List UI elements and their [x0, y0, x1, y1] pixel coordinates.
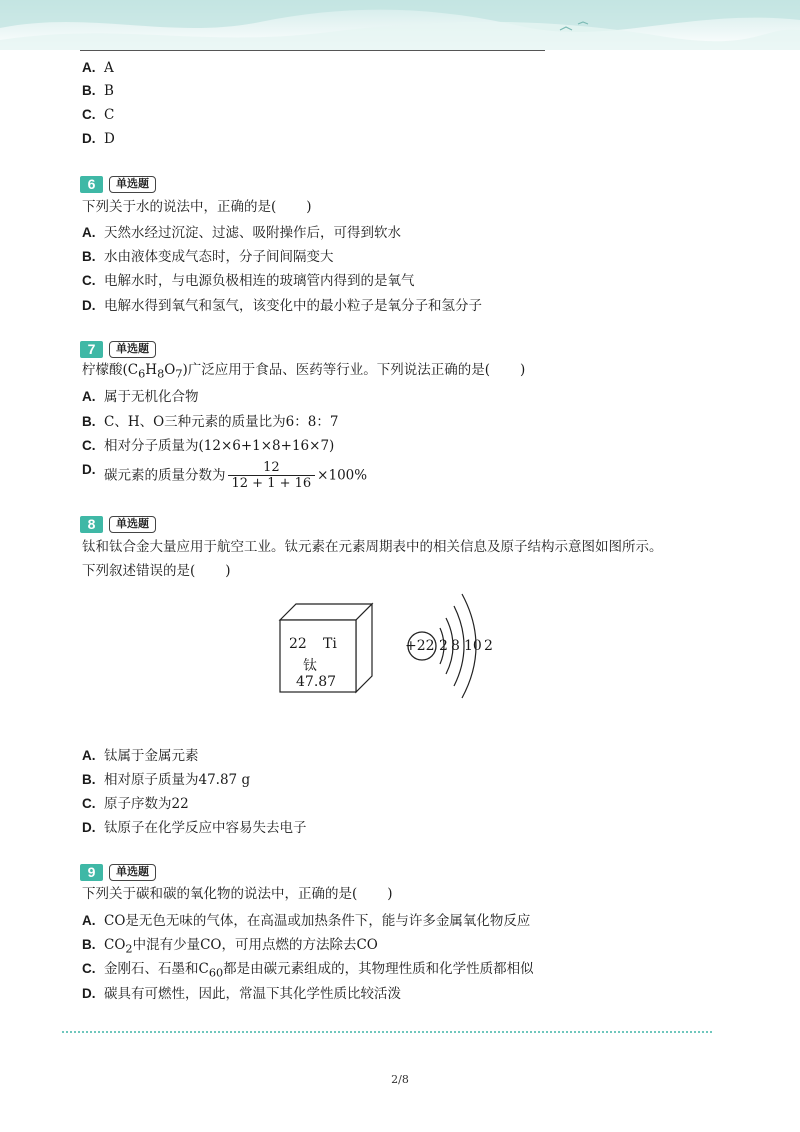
question-type-tag: 单选题	[109, 176, 156, 193]
question-8-stem-line2: 下列叙述错误的是( )	[82, 563, 231, 579]
prev-option-b[interactable]: B. B	[82, 83, 114, 99]
header-rule	[80, 50, 545, 51]
q7-option-b[interactable]: B. C、H、O三种元素的质量比为6：8：7	[82, 414, 339, 430]
q6-option-a[interactable]: A. 天然水经过沉淀、过滤、吸附操作后，可得到软水	[82, 225, 401, 241]
question-7-stem: 柠檬酸$(C_6H_8O_7)$广泛应用于食品、医药等行业。下列说法正确的是( )	[82, 362, 526, 381]
q6-option-b[interactable]: B. 水由液体变成气态时，分子间间隔变大	[82, 249, 334, 265]
question-number: 6	[80, 176, 103, 193]
q6-option-c[interactable]: C. 电解水时，与电源负极相连的玻璃管内得到的是氧气	[82, 273, 415, 289]
prev-option-d[interactable]: D. D	[82, 131, 115, 147]
q7-option-c[interactable]: C. 相对分子质量为(12×6+1×8+16×7)	[82, 438, 335, 454]
question-7-header	[80, 340, 156, 358]
question-9-header	[80, 863, 156, 881]
question-8-stem-line1: 钛和钛合金大量应用于航空工业。钛元素在元素周期表中的相关信息及原子结构示意图如图所示。	[82, 539, 663, 555]
question-type-tag: 单选题	[109, 516, 156, 533]
q8-option-d[interactable]: D. 钛原子在化学反应中容易失去电子	[82, 820, 307, 836]
header-decoration	[0, 0, 800, 50]
question-9-stem: 下列关于碳和碳的氧化物的说法中，正确的是( )	[82, 886, 393, 902]
question-number: 9	[80, 864, 103, 881]
q8-option-b[interactable]: B. 相对原子质量为47.87 g	[82, 772, 251, 788]
q6-option-d[interactable]: D. 电解水得到氧气和氢气，该变化中的最小粒子是氧分子和氢分子	[82, 298, 482, 314]
q9-option-b[interactable]: B. $CO_2$中混有少量CO，可用点燃的方法除去CO	[82, 937, 378, 956]
question-type-tag: 单选题	[109, 864, 156, 881]
q9-option-c[interactable]: C. 金刚石、石墨和$C_{60}$都是由碳元素组成的，其物理性质和化学性质都相似	[82, 961, 534, 980]
question-6-stem: 下列关于水的说法中，正确的是( )	[82, 199, 312, 215]
element-name: 钛	[303, 658, 317, 674]
q9-option-d[interactable]: D. 碳具有可燃性，因此，常温下其化学性质比较活泼	[82, 986, 401, 1002]
q7-option-d[interactable]: D. 碳元素的质量分数为 $\frac{12}{12 + 1 + 16}$ ×100%	[82, 460, 368, 491]
question-number: 7	[80, 341, 103, 358]
shell-3-electrons: 10	[464, 638, 482, 654]
nucleus-charge: +22	[405, 638, 435, 654]
fraction: $\frac{12}{12 + 1 + 16}$	[228, 460, 316, 492]
question-6-header	[80, 175, 156, 193]
question-type-tag: 单选题	[109, 341, 156, 358]
q8-option-a[interactable]: A. 钛属于金属元素	[82, 748, 199, 764]
question-8-header	[80, 515, 156, 533]
prev-option-c[interactable]: C. C	[82, 107, 115, 123]
footer-divider	[62, 1031, 712, 1033]
q8-option-c[interactable]: C. 原子序数为22	[82, 796, 189, 812]
shell-4-electrons: 2	[484, 638, 493, 654]
element-symbol: Ti	[323, 636, 337, 652]
element-atomic-number: 22	[289, 636, 307, 652]
element-mass: 47.87	[296, 674, 337, 690]
prev-option-a[interactable]: A. A	[82, 60, 114, 76]
question-number: 8	[80, 516, 103, 533]
q7-option-a[interactable]: A. 属于无机化合物	[82, 389, 199, 405]
page-number: 2/8	[391, 1073, 409, 1086]
q9-option-a[interactable]: A. CO是无色无味的气体，在高温或加热条件下，能与许多金属氧化物反应	[82, 913, 531, 929]
shell-2-electrons: 8	[451, 638, 460, 654]
shell-1-electrons: 2	[439, 638, 448, 654]
